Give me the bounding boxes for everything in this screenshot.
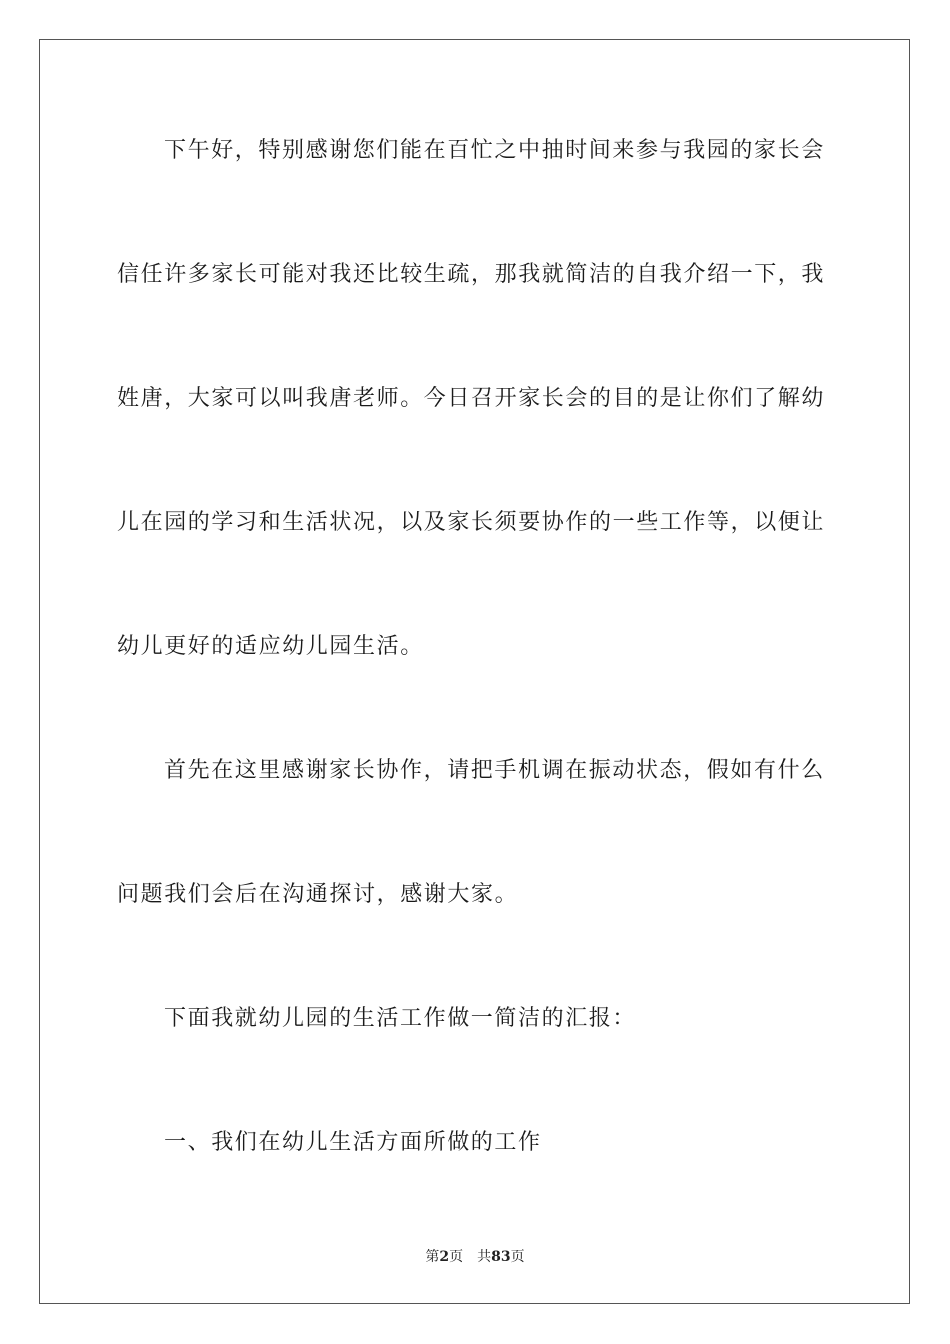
- footer-page-prefix: 第: [425, 1249, 440, 1265]
- paragraph-1-line-5: 幼儿更好的适应幼儿园生活。: [117, 634, 424, 659]
- footer-page-number: 2: [439, 1249, 450, 1265]
- page-footer: [0, 1246, 950, 1266]
- footer-total-prefix: 共: [477, 1249, 492, 1265]
- footer-page-suffix: 页: [449, 1249, 464, 1265]
- paragraph-2-line-2: 问题我们会后在沟通探讨，感谢大家。: [117, 882, 519, 907]
- footer-total-number: 83: [491, 1249, 511, 1265]
- footer-total-suffix: 页: [510, 1249, 525, 1265]
- paragraph-3-line-1: 下面我就幼儿园的生活工作做一简洁的汇报：: [164, 1006, 637, 1031]
- paragraph-1-line-1: 下午好，特别感谢您们能在百忙之中抽时间来参与我园的家长会: [164, 138, 825, 163]
- page-border: [39, 39, 910, 1304]
- paragraph-1-line-4: 儿在园的学习和生活状况，以及家长须要协作的一些工作等，以便让: [117, 510, 826, 535]
- paragraph-2-line-1: 首先在这里感谢家长协作，请把手机调在振动状态，假如有什么: [164, 758, 825, 783]
- paragraph-1-line-2: 信任许多家长可能对我还比较生疏，那我就简洁的自我介绍一下，我: [117, 262, 826, 287]
- section-heading-1: 一、我们在幼儿生活方面所做的工作: [164, 1130, 542, 1155]
- paragraph-1-line-3: 姓唐，大家可以叫我唐老师。今日召开家长会的目的是让你们了解幼: [117, 386, 826, 411]
